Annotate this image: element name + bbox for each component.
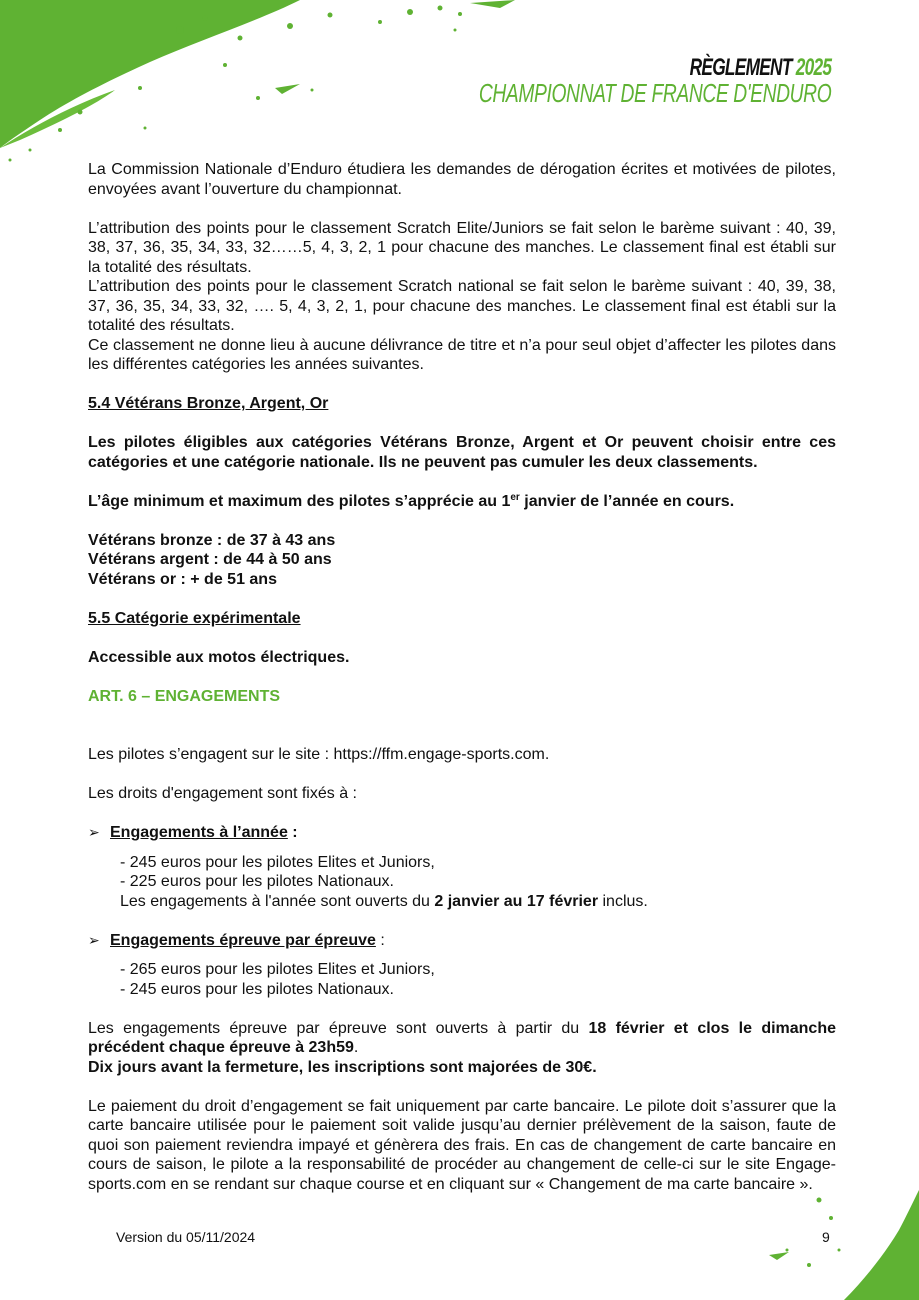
header-year: 2025 (795, 54, 831, 81)
paragraph-scratch-elite: L’attribution des points pour le classement Scratch Elite/Juniors se fait selon le barème suivant : 40, 39, 38, 37, 36, 35, 34, 33, 32……5, 4, 3, 2, 1 pour chacune des manches. Le classement final est établi sur la totalité des résultats. (88, 219, 836, 276)
paragraph-epreuve-dates: Les engagements épreuve par épreuve sont ouverts à partir du 18 février et clos le dimanche précédent chaque épreuve à 23h59. (88, 1019, 837, 1056)
paragraph-age-rule: L’âge minimum et maximum des pilotes s’apprécie au 1er janvier de l’année en cours. (88, 491, 735, 510)
document-body (88, 160, 836, 1194)
paragraph-droits: Les droits d'engagement sont fixés à : (88, 785, 357, 802)
bullet-engagements-annee: ➢ Engagements à l’année : (88, 824, 298, 841)
bullet-engagements-epreuve: ➢ Engagements épreuve par épreuve : (88, 931, 385, 949)
paragraph-engage-site: Les pilotes s’engagent sur le site : https://ffm.engage-sports.com. (88, 746, 550, 763)
paragraph-paiement: Le paiement du droit d’engagement se fait uniquement par carte bancaire. Le pilote doit s’assurer que la carte bancaire utilisée pour le paiement soit valide jusqu’au dernier prélèvement de la saison, faute de quoi son paiement reviendra impayé et génèrera des frais. En cas de changement de carte bancaire en cours de saison, le pilote a la responsabilité de procéder au changement de celle-ci sur le site Engage-sports.com en se rendant sur chaque course et en cliquant sur « Changement de ma carte bancaire ». (88, 1097, 836, 1193)
epreuve-national-price: - 245 euros pour les pilotes Nationaux. (120, 980, 394, 998)
paragraph-majoration: Dix jours avant la fermeture, les inscriptions sont majorées de 30€. (88, 1058, 597, 1076)
header-subtitle: CHAMPIONNAT DE FRANCE D'ENDURO (478, 78, 831, 108)
paragraph-veterans-choice: Les pilotes éligibles aux catégories Vétérans Bronze, Argent et Or peuvent choisir entre ces catégories et une catégorie nationale. Ils ne peuvent pas cumuler les deux classements. (88, 434, 836, 471)
green-splash-decoration-bottom (749, 1190, 919, 1300)
paragraph-scratch-national: L’attribution des points pour le classement Scratch national se fait selon le barème suivant : 40, 39, 38, 37, 36, 35, 34, 33, 32, …. 5, 4, 3, 2, 1, pour chacune des manches. Le classement final est établi sur la totalité des résultats. (88, 278, 836, 334)
veterans-bronze: Vétérans bronze : de 37 à 43 ans (88, 531, 336, 549)
section-heading-5-5: 5.5 Catégorie expérimentale (88, 609, 301, 627)
document-header (355, 56, 831, 106)
arrow-bullet-icon: ➢ (88, 931, 100, 948)
footer-version: Version du 05/11/2024 (116, 1229, 256, 1245)
annee-dates: Les engagements à l'année sont ouverts du 2 janvier au 17 février inclus. (120, 892, 648, 910)
header-title: RÈGLEMENT 2025 (689, 54, 831, 81)
arrow-bullet-icon: ➢ (88, 824, 100, 840)
page-number: 9 (822, 1229, 830, 1245)
annee-national-price: - 225 euros pour les pilotes Nationaux. (120, 873, 394, 890)
annee-elite-price: - 245 euros pour les pilotes Elites et Juniors, (120, 853, 435, 871)
paragraph-derogation: La Commission Nationale d’Enduro étudiera les demandes de dérogation écrites et motivées de pilotes, envoyées avant l’ouverture du championnat. (88, 161, 836, 198)
paragraph-classement: Ce classement ne donne lieu à aucune délivrance de titre et n’a pour seul objet d’affecter les pilotes dans les différentes catégories les années suivantes. (88, 336, 836, 373)
veterans-argent: Vétérans argent : de 44 à 50 ans (88, 551, 332, 568)
article-heading-6: ART. 6 – ENGAGEMENTS (88, 687, 281, 705)
section-heading-5-4: 5.4 Vétérans Bronze, Argent, Or (88, 395, 329, 412)
epreuve-elite-price: - 265 euros pour les pilotes Elites et Juniors, (120, 961, 435, 978)
paragraph-motos-electriques: Accessible aux motos électriques. (88, 648, 350, 666)
veterans-or: Vétérans or : + de 51 ans (88, 570, 277, 588)
